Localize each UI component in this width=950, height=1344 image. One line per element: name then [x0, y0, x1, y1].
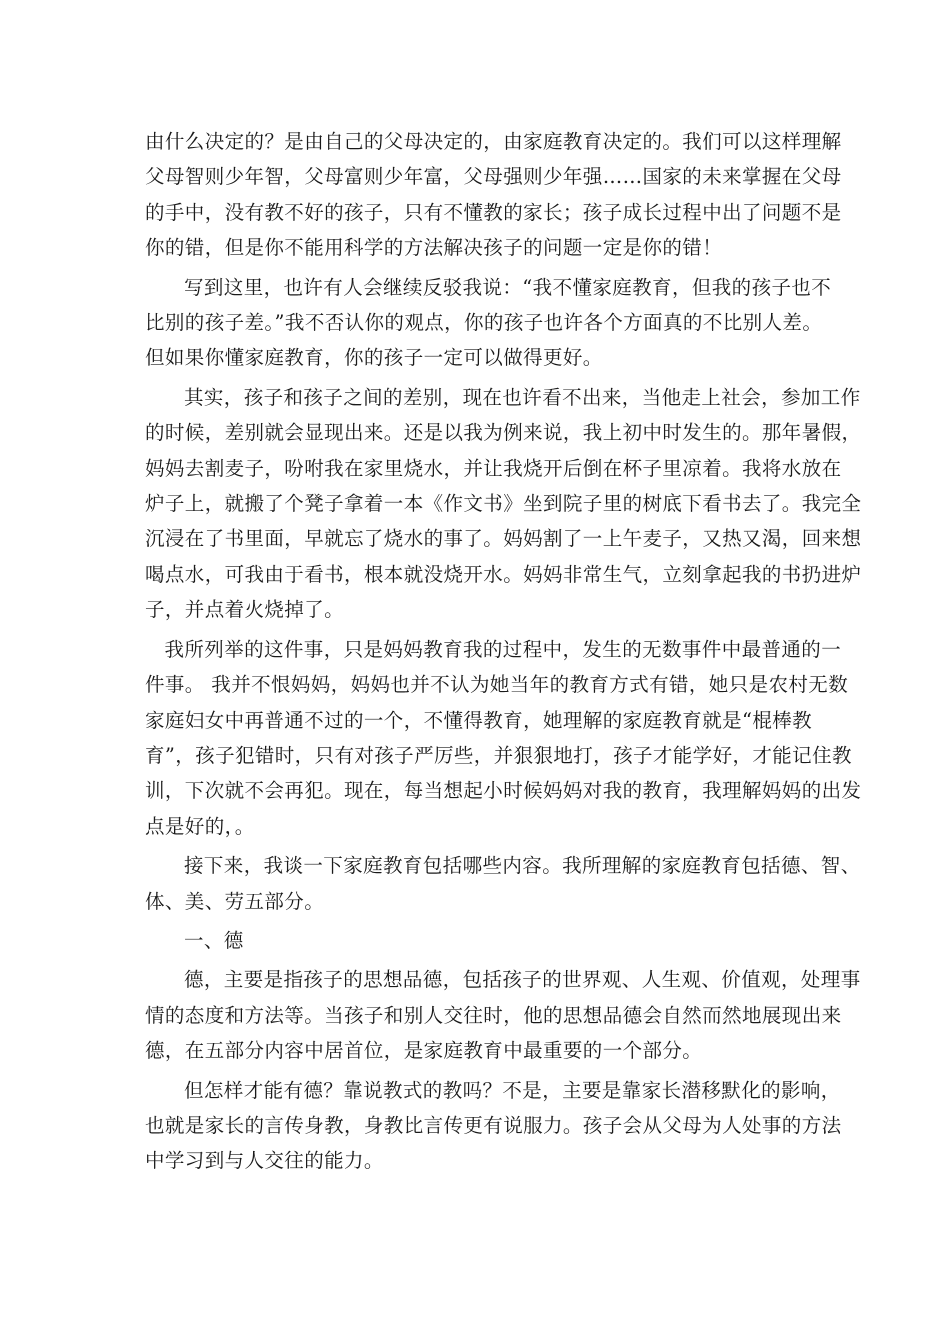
- paragraph-7: [145, 962, 861, 1068]
- paragraph-8: [145, 1073, 842, 1179]
- text-line: 体、美、劳五部分。: [145, 889, 325, 913]
- text-line: 一、德: [184, 928, 244, 952]
- text-line: 的时候，差别就会显现出来。还是以我为例来说，我上初中时发生的。那年暑假，: [145, 421, 862, 445]
- text-line: 子，并点着火烧掉了。: [145, 598, 345, 622]
- document-body: [145, 124, 862, 1183]
- paragraph-3: [145, 380, 862, 628]
- paragraph-2: [145, 270, 832, 376]
- text-line: 由什么决定的？是由自己的父母决定的，由家庭教育决定的。我们可以这样理解: [145, 130, 842, 153]
- text-line: 写到这里，也许有人会继续反驳我说：“我不懂家庭教育，但我的孩子也不: [184, 275, 832, 299]
- text-line: 比别的孩子差。”我不否认你的观点，你的孩子也许各个方面真的不比别人差。: [145, 311, 823, 335]
- paragraph-1: [145, 124, 842, 266]
- text-line: 沉浸在了书里面，早就忘了烧水的事了。妈妈割了一上午麦子，又热又渴，回来想: [145, 527, 862, 551]
- section-heading-de: [145, 923, 815, 958]
- text-line: 妈妈去割麦子，吩咐我在家里烧水，并让我烧开后倒在杯子里凉着。我将水放在: [145, 456, 842, 480]
- text-line: 接下来，我谈一下家庭教育包括哪些内容。我所理解的家庭教育包括德、智、: [184, 854, 861, 878]
- text-line: 中学习到与人交往的能力。: [145, 1149, 384, 1173]
- text-line: 情的态度和方法等。当孩子和别人交往时，他的思想品德会自然而然地展现出来: [145, 1003, 842, 1027]
- text-line: 德，在五部分内容中居首位，是家庭教育中最重要的一个部分。: [145, 1039, 703, 1063]
- text-line: 件事。 我并不恨妈妈，妈妈也并不认为她当年的教育方式有错，她只是农村无数: [145, 673, 849, 697]
- text-line: 你的错，但是你不能用科学的方法解决孩子的问题一定是你的错！: [145, 236, 723, 260]
- text-line: 喝点水，可我由于看书，根本就没烧开水。妈妈非常生气，立刻拿起我的书扔进炉: [145, 562, 862, 586]
- text-line: 其实，孩子和孩子之间的差别，现在也许看不出来，当他走上社会，参加工作: [184, 385, 861, 409]
- text-line: 但怎样才能有德？靠说教式的教吗？不是，主要是靠家长潜移默化的影响，: [184, 1078, 841, 1102]
- text-line: 的手中，没有教不好的孩子，只有不懂教的家长；孩子成长过程中出了问题不是: [145, 200, 842, 224]
- text-line: 但如果你懂家庭教育，你的孩子一定可以做得更好。: [145, 346, 603, 370]
- text-line: 父母智则少年智，父母富则少年富，父母强则少年强……国家的未来掌握在父母: [145, 165, 842, 189]
- text-line: 我所列举的这件事，只是妈妈教育我的过程中，发生的无数事件中最普通的一: [164, 637, 842, 661]
- text-line: 家庭妇女中再普通不过的一个，不懂得教育，她理解的家庭教育就是“棍棒教: [145, 708, 813, 732]
- text-line: 炉子上，就搬了个凳子拿着一本《作文书》坐到院子里的树底下看书去了。我完全: [145, 492, 862, 516]
- text-line: 德，主要是指孩子的思想品德，包括孩子的世界观、人生观、价值观，处理事: [184, 968, 861, 992]
- paragraph-5: [145, 848, 861, 919]
- text-line: 育”，孩子犯错时，只有对孩子严厉些，并狠狠地打，孩子才能学好，才能记住教: [145, 743, 852, 767]
- paragraph-4: [145, 632, 862, 844]
- text-line: 点是好的，。: [145, 814, 255, 838]
- text-line: 训，下次就不会再犯。现在，每当想起小时候妈妈对我的教育，我理解妈妈的出发: [145, 779, 862, 803]
- text-line: 也就是家长的言传身教，身教比言传更有说服力。孩子会从父母为人处事的方法: [145, 1113, 842, 1137]
